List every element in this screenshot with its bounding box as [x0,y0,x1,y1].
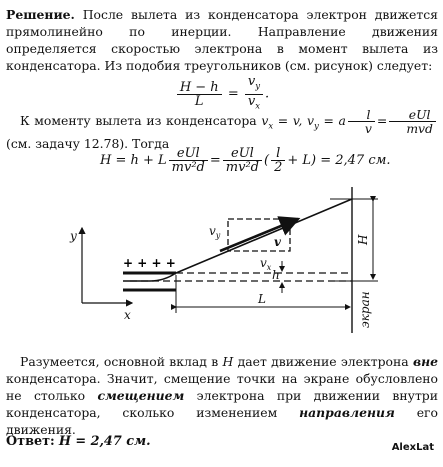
x-axis-label: x [124,308,131,322]
signature: AlexLat [391,442,434,453]
L-label: L [258,292,266,306]
trajectory-diagram [60,183,390,343]
solution-paragraph-3: Разумеется, основной вклад в H дает движение электрона вне конденсатора. Значит, смещение точки на экране обусловлено не столько смещением электрона при движении внутри конденсатора, сколько изменением направления его движения. [6,354,438,437]
velocity-fraction-2: $\frac{\text{eUl}}{\text{mvd}}$ [389,108,436,135]
velocity-fraction-1: $\frac{l}{v}$ [348,108,375,135]
answer-value: H = 2,47 см. [58,434,151,449]
h-label: h [272,268,280,282]
vy-label: $v_y$ [209,224,221,240]
equation-2: H = h + L $\frac{\text{eUl}}{\text{mv²d}}$ = $\frac{\text{eUl}}{\text{mv²d}}$ ( $\frac{l}{2}$ + L) = 2,47 см. [100,146,391,175]
velocity-vector [220,219,298,251]
capacitor-plus-label: + + + + [123,256,176,270]
eq1-left-fraction: $\frac{H - h}{L}$ [177,81,222,108]
eq1-right-fraction: $\frac{v_y}{v_x}$ [245,75,263,113]
vx-label: $v_x$ [260,256,272,272]
equation-1: $\frac{H - h}{L}$ = $\frac{v_y}{v_x}$ . [6,75,438,113]
velocity-label: v [274,235,281,249]
H-label: H [356,234,370,245]
solution-heading: Решение. [6,7,75,22]
answer-label: Ответ: [6,434,55,449]
solution-paragraph-1 [6,6,438,113]
solution-text-1: После вылета из конденсатора электрон движется прямолинейно по инерции. Направление движения определяется скоростью электрона в момент вылета из конденсатора. Из подобия треугольников (см. рисунок) следует: [6,7,438,73]
solution-paragraph-2: К моменту вылета из конденсатора $v_x = v$, $v_y = a$ $\frac{l}{v}$ = $\frac{\text{eUl}}{\text{mvd}}$ (см. задачу 12.78). Тогда [6,108,438,152]
screen-label: экран [358,291,372,328]
answer [6,434,151,449]
y-axis-label: y [70,229,77,243]
